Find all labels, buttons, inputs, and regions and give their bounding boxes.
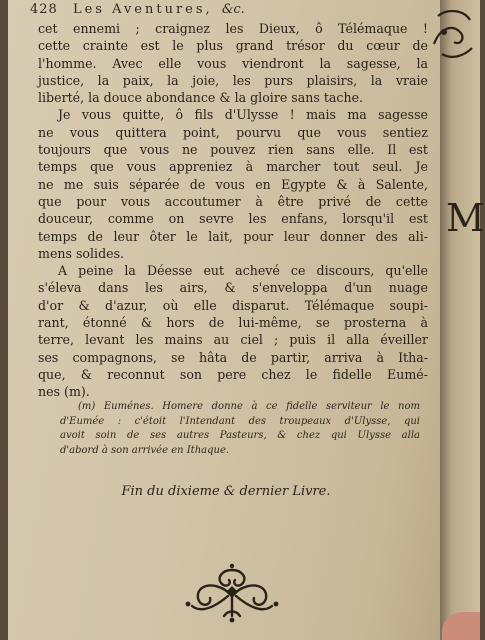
text-line: l'homme. Avec elle vous viendront la sagesse, la — [38, 55, 428, 71]
closing-line: Fin du dixieme & dernier Livre. — [121, 484, 331, 499]
page-header — [30, 2, 430, 17]
text-line: nes (m). — [38, 384, 90, 400]
text-line: que, & reconnut son pere chez le fidelle Eumé- — [38, 366, 428, 382]
main-text — [38, 20, 428, 401]
footnote-line: d'Eumée : c'étoit l'Intendant des troupeaux d'Ulysse, qui — [60, 415, 420, 427]
text-line: d'or & d'azur, où elle disparut. Télémaque soupi- — [38, 297, 428, 313]
text-line: terre, levant les mains au ciel ; puis il alla éveiller — [38, 332, 428, 348]
text-line: douceur, comme on sevre les enfans, lorsqu'il est — [38, 211, 428, 227]
text-line: temps que vous appreniez à marcher tout seul. Je — [38, 159, 428, 175]
footnote-line: d'abord à son arrivée en Ithaque. — [60, 444, 230, 456]
text-line: mens solides. — [38, 245, 125, 261]
footnote-line: (m) Euménes. Homere donne à ce fidelle serviteur le nom — [78, 401, 420, 412]
text-line: ses compagnons, se hâta de partir, arriva à Itha- — [38, 349, 428, 365]
text-line: cette crainte est le plus grand trésor du cœur de — [38, 38, 428, 54]
left-book-page — [8, 0, 444, 640]
text-line: rant, étonné & hors de lui-même, se prosterna à — [38, 315, 428, 331]
thumb — [442, 612, 480, 640]
fleuron-ornament-icon — [182, 562, 282, 624]
footnote — [60, 400, 420, 458]
text-line: temps de leur ôter le lait, pour leur donner des ali- — [38, 228, 428, 244]
text-line: ne vous quittera point, pourvu que vous sentiez — [38, 124, 428, 140]
running-title: Les Aventures, — [72, 2, 213, 17]
text-line: liberté, la douce abondance & la gloire sans tache. — [38, 90, 364, 106]
facing-book-page — [440, 0, 485, 640]
facing-page-initial: M — [446, 196, 485, 240]
text-line: ne me suis séparée de vous en Egypte & à Salente, — [38, 176, 428, 192]
headpiece-ornament-icon — [430, 4, 478, 64]
page-number: 428 — [30, 2, 58, 17]
text-line: que pour vous accoutumer à être privé de cette — [38, 193, 428, 209]
text-line: A peine la Déesse eut achevé ce discours, qu'elle — [58, 263, 428, 279]
text-line: cet ennemi ; craignez les Dieux, ô Télémaque ! — [38, 21, 428, 36]
text-line: justice, la paix, la joie, les purs plaisirs, la vraie — [38, 72, 428, 88]
text-line: s'éleva dans les airs, & s'enveloppa d'un nuage — [38, 280, 428, 296]
footnote-line: avoit soin de ses autres Pasteurs, & chez qui Ulysse alla — [60, 430, 420, 441]
running-title-suffix: &c. — [221, 2, 245, 17]
text-line: Je vous quitte, ô fils d'Ulysse ! mais ma sagesse — [58, 107, 428, 123]
text-line: toujours que vous ne pouvez rien sans elle. Il est — [38, 142, 428, 158]
